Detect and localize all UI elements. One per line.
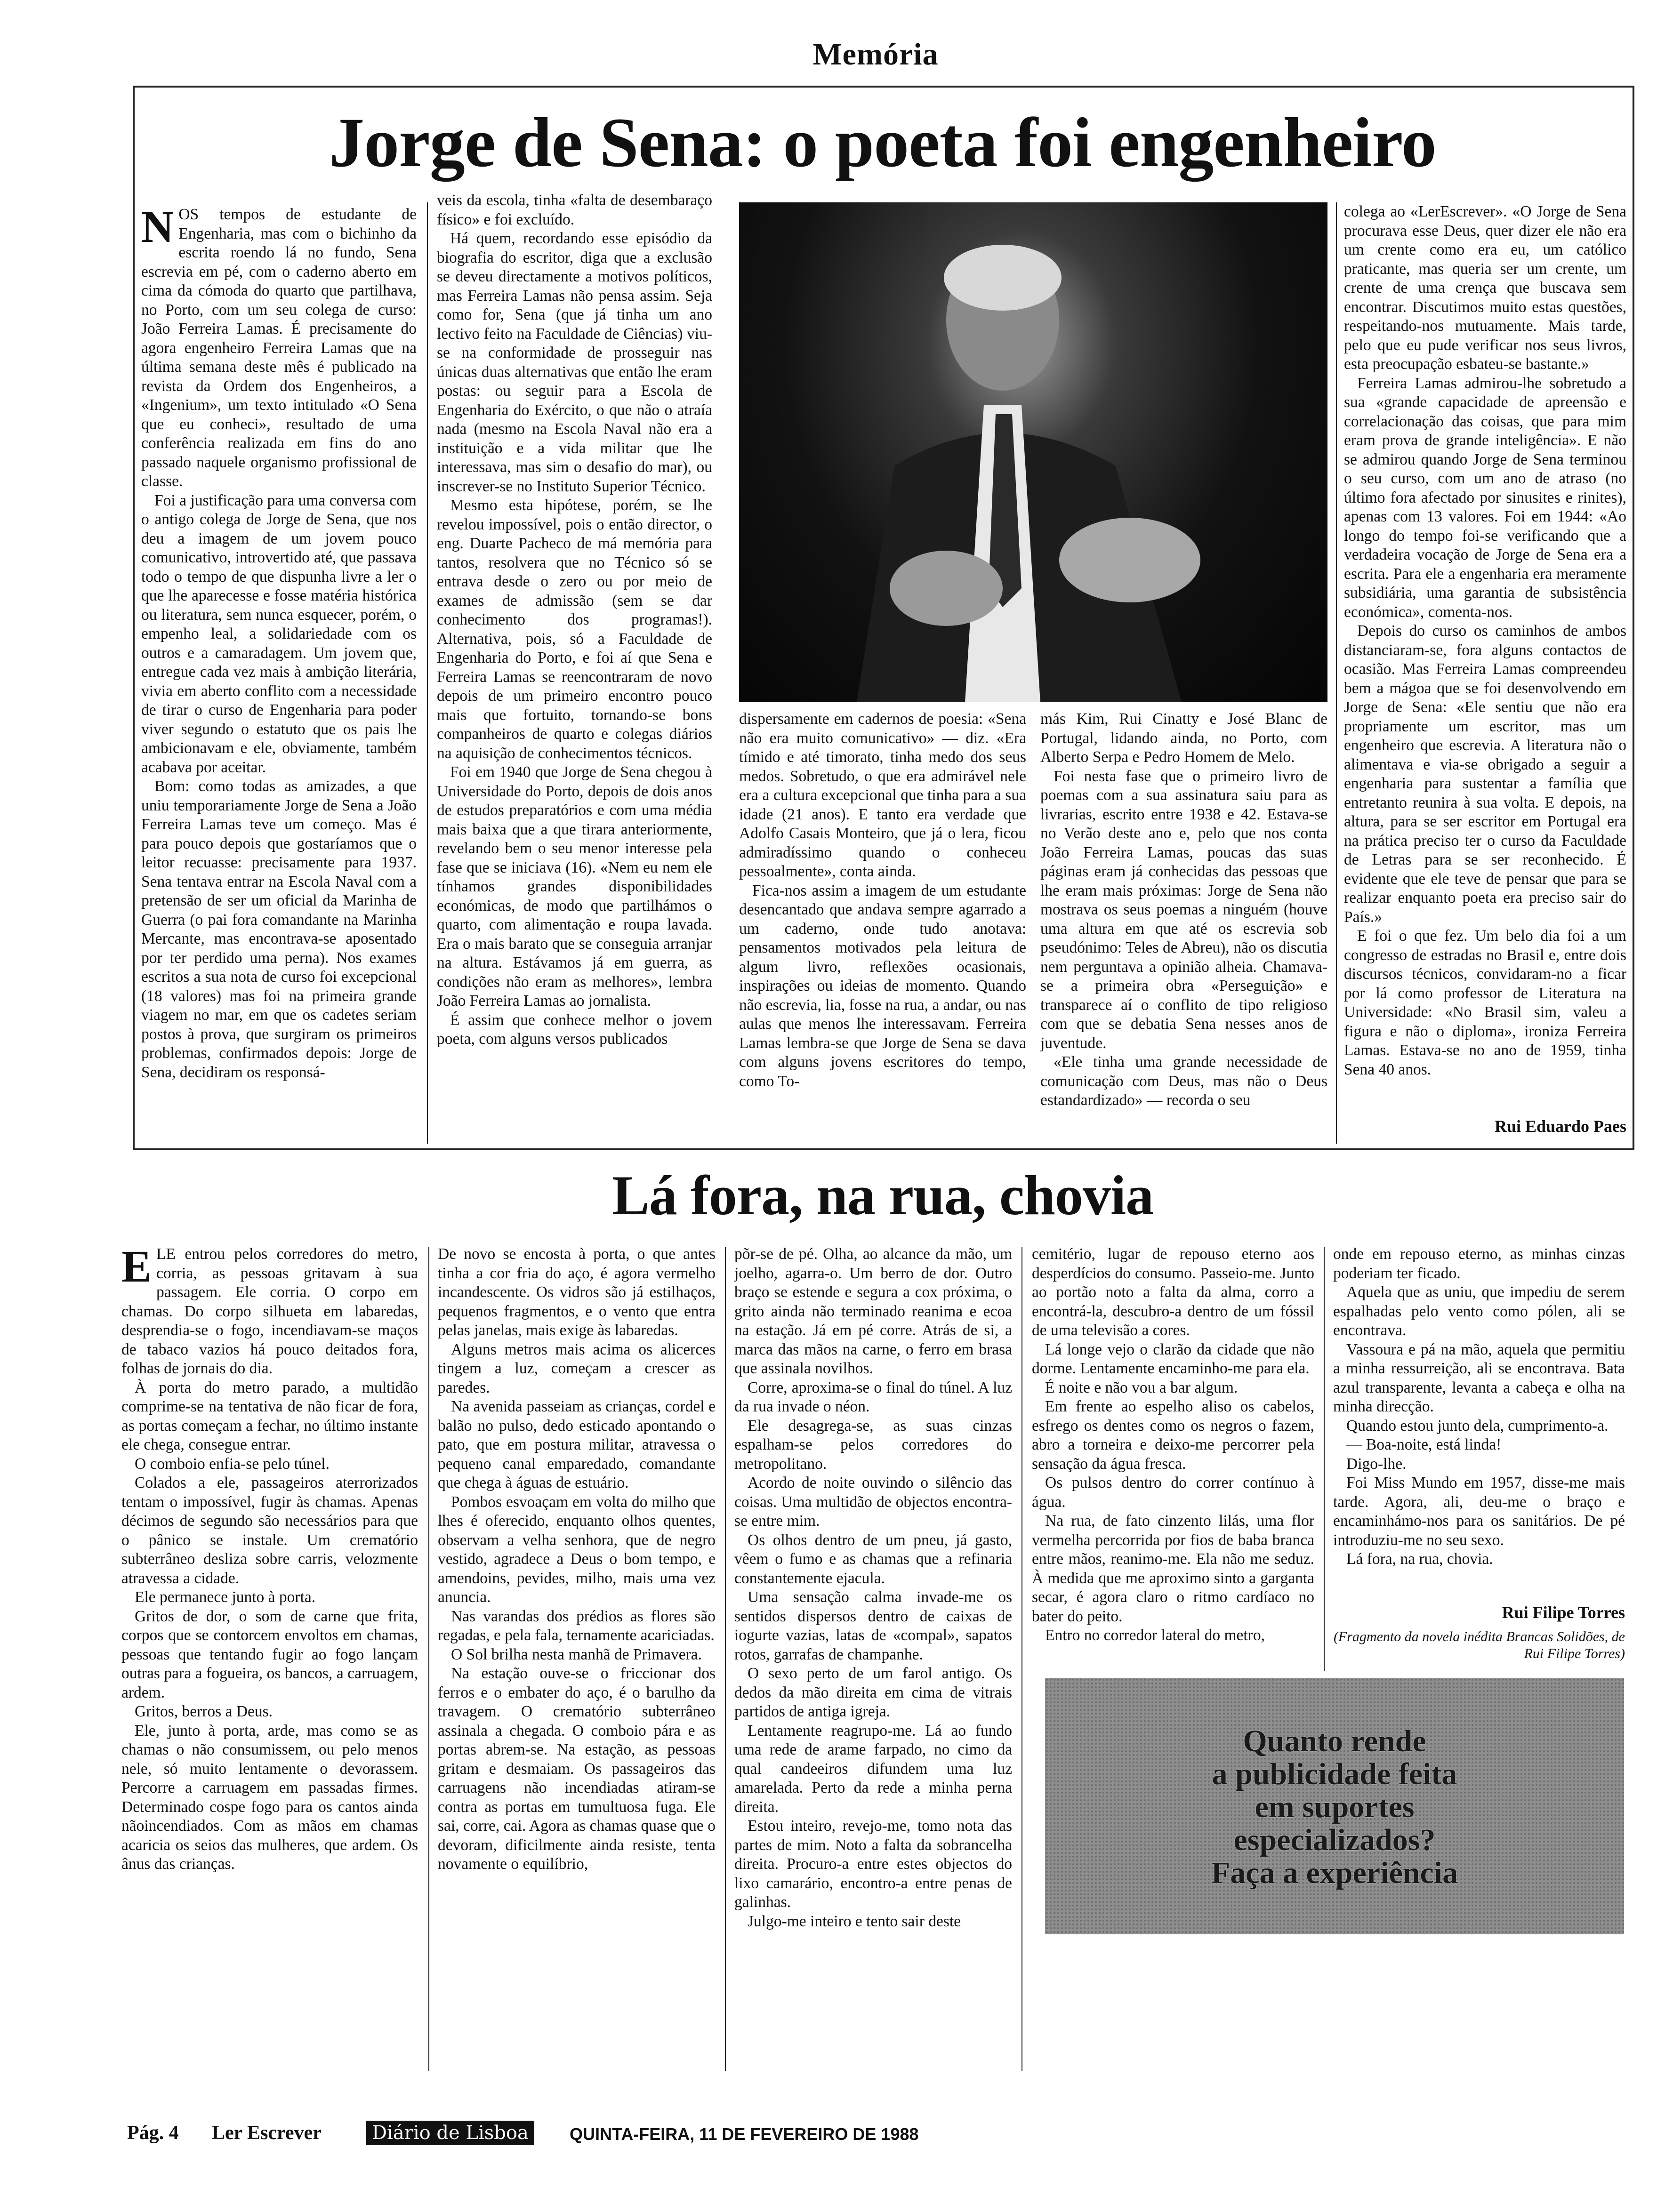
paragraph: Julgo-me inteiro e tento sair deste bbox=[748, 1912, 961, 1930]
story-headline: Lá fora, na rua, chovia bbox=[611, 1164, 1154, 1226]
column-divider bbox=[1336, 202, 1337, 1144]
ad-line: Faça a experiência bbox=[1211, 1856, 1458, 1890]
paragraph: Lentamente reagrupo-me. Lá ao fundo uma rede de arame farpado, no cimo da qual candeeiros difundem uma luz amarelada. Perto da rede a minha perna direita. bbox=[734, 1722, 1012, 1816]
story-note: (Fragmento da novela inédita Brancas Solidões, de Rui Filipe Torres) bbox=[1333, 1629, 1625, 1661]
paragraph: põr-se de pé. Olha, ao alcance da mão, um joelho, agarra-o. Um berro de dor. Outro braço se estende e segura a cox próxima, o grito ainda não terminado reanima e ecoa na estação. Já em pé corre. Atrás de si, a marca das mãos na carne, o ferro em brasa que assinala novilhos. bbox=[734, 1245, 1012, 1377]
column-divider bbox=[428, 1247, 429, 2071]
paragraph: Entro no corredor lateral do metro, bbox=[1045, 1627, 1265, 1644]
paragraph: Estou inteiro, revejo-me, tomo nota das partes de mim. Noto a falta da sobrancelha direita. Procuro-a entre estes objectos do lixo camarário, encontro-a entre penas de galinhas. bbox=[734, 1817, 1012, 1911]
paragraph: Aquela que as uniu, que impediu de serem espalhadas pelo vento como pólen, ali se encontrava. bbox=[1333, 1283, 1625, 1339]
paragraph: onde em repouso eterno, as minhas cinzas poderiam ter ficado. bbox=[1333, 1245, 1625, 1282]
paragraph: Lá longe vejo o clarão da cidade que não dorme. Lentamente encaminho-me para ela. bbox=[1032, 1340, 1314, 1377]
advertisement-box bbox=[1045, 1678, 1624, 1934]
paragraph: Gritos, berros a Deus. bbox=[135, 1703, 273, 1720]
section-title: Memória bbox=[812, 37, 939, 72]
paragraph: Os pulsos dentro do correr contínuo à água. bbox=[1032, 1474, 1314, 1511]
paragraph: dispersamente em cadernos de poesia: «Sena não era muito comunicativo» — diz. «Era tímido e até timorato, tinha medo dos seus medos. Sobretudo, o que era admirável nele era a cultura excepcional que tinha para a sua idade (21 anos). E tanto era verdade que Adolfo Casais Monteiro, que já o lera, ficou admiradíssimo quando o conheceu pessoalmente», conta ainda. bbox=[739, 710, 1026, 880]
paragraph: Foi a justificação para uma conversa com o antigo colega de Jorge de Sena, que nos deu a imagem de um jovem pouco comunicativo, introvertido até, que passava todo o tempo de que dispunha livre a ler o que lhe aparecesse e fosse matéria histórica ou literatura, sem nunca esquecer, porém, o empenho leal, a solidariedade com os outros e a camaradagem. Um jovem que, entregue cada vez mais à ambição literária, vivia em aberto conflito com a necessidade de tirar o curso de Engenharia para poder viver segundo o estatuto que os pais lhe ambicionavam e ele, obviamente, também acabava por aceitar. bbox=[141, 491, 417, 776]
advertisement-text bbox=[1045, 1725, 1624, 1890]
masthead-logo: Diário de Lisboa bbox=[366, 2121, 534, 2145]
paragraph: Em frente ao espelho aliso os cabelos, esfrego os dentes como os negros o fazem, abro a torneira e deixo-me percorrer pela sensação da água fresca. bbox=[1032, 1398, 1314, 1473]
story-byline: Rui Filipe Torres bbox=[1502, 1603, 1625, 1622]
paragraph: Vassoura e pá na mão, aquela que permitiu a minha ressurreição, ali se encontrava. Bata azul transparente, levanta a cabeça e olha na minha direcção. bbox=[1333, 1340, 1625, 1415]
paragraph: É noite e não vou a bar algum. bbox=[1045, 1378, 1238, 1396]
column-divider bbox=[1324, 1247, 1325, 1671]
ad-line: em suportes bbox=[1255, 1790, 1415, 1824]
paragraph: Alguns metros mais acima os alicerces tingem a luz, começam a crescer as paredes. bbox=[438, 1340, 716, 1396]
paragraph: cemitério, lugar de repouso eterno aos desperdícios do consumo. Passeio-me. Junto ao portão noto a falta da alma, corro a encontrá-la, descubro-a dentro de um fóssil de uma televisão a cores. bbox=[1032, 1245, 1314, 1339]
paragraph: De novo se encosta à porta, o que antes tinha a cor fria do aço, é agora vermelho incandescente. Os vidros são já estilhaços, pequenos fragmentos, e o vento que entra pelas janelas, mais exige às labaredas. bbox=[438, 1245, 716, 1339]
paragraph: Na rua, de fato cinzento lilás, uma flor vermelha percorrida por fios de baba branca entre mãos, reanimo-me. Ela não me seduz. À medida que me aproximo sinto a garganta secar, é agora claro o ritmo cardíaco no bater do peito. bbox=[1032, 1512, 1314, 1625]
paragraph: Colados a ele, passageiros aterrorizados tentam o impossível, fugir às chamas. Apenas décimos de segundo são necessários para que o pânico se instale. Um crematório subterrâneo desliza sobre carris, velozmente atravessa a cidade. bbox=[121, 1474, 418, 1587]
paragraph: Bom: como todas as amizades, a que uniu temporariamente Jorge de Sena a João Ferreira Lamas teve um começo. Mas é para pouco depois que gostaríamos que o leitor recuasse: precisamente para 1937. Sena tentava entrar na Escola Naval com a pretensão de ser um oficial da Marinha de Guerra (o pai fora comandante na Marinha Mercante, mas encontrava-se aposentado por ter perdido uma perna). Nos exames escritos a sua nota de curso foi excepcional (18 valores) mas foi na primeira grande viagem no mar, em que os cadetes seriam postos à prova, que surgiram os primeiros problemas, confirmados depois: Jorge de Sena, decidiram os responsá- bbox=[141, 777, 417, 1081]
paragraph: Ferreira Lamas admirou-lhe sobretudo a sua «grande capacidade de apreensão e correlacionação das coisas, que para mim eram prova de grande inteligência». E não se admirou quando Jorge de Sena terminou o seu curso, com um ano de atraso (no último fora afectado por sinusites e rinites), apenas com 13 valores. Foi em 1944: «Ao longo do tempo foi-se verificando que a verdadeira vocação de Jorge de Sena era a escrita. Para ele a engenharia era meramente subsidiária, uma garantia de subsistência económica», comenta-nos. bbox=[1344, 374, 1626, 621]
story-column-2 bbox=[438, 1245, 716, 1998]
paragraph: É assim que conhece melhor o jovem poeta, com alguns versos publicados bbox=[437, 1011, 712, 1048]
paragraph: E foi o que fez. Um belo dia foi a um congresso de estradas no Brasil e, entre dois discursos técnicos, convidaram-no a ficar por lá como professor de Literatura na Universidade: «No Brasil sim, valeu a figura e não o diploma», ironiza Ferreira Lamas. Estava-se no ano de 1959, tinha Sena 40 anos. bbox=[1344, 927, 1626, 1078]
paragraph: Ele, junto à porta, arde, mas como se as chamas o não consumissem, ou pelo menos nele, só muito lentamente o devorassem. Percorre a carruagem em passadas firmes. Determinado cospe fogo para os cantos ainda nãoincendiados. Com as mãos em chamas acaricia os seios das mulheres, que ardem. Os ânus das crianças. bbox=[121, 1722, 418, 1873]
paragraph: — Boa-noite, está linda! bbox=[1346, 1436, 1502, 1453]
article-column-5 bbox=[1344, 202, 1626, 1097]
paragraph: Pombos esvoaçam em volta do milho que lhes é oferecido, enquanto olhos quentes, observam a velha senhora, que de negro vestido, agradece a Deus o bom tempo, e amendoins, pevides, milho, mais uma vez anuncia. bbox=[438, 1493, 716, 1606]
story-column-3 bbox=[734, 1245, 1012, 1998]
paragraph: Há quem, recordando esse episódio da biografia do escritor, diga que a exclusão se deveu directamente a motivos políticos, mas Ferreira Lamas não pensa assim. Seja como for, Sena (que já tinha um ano lectivo feito na Faculdade de Ciências) viu-se na conformidade de prosseguir nas únicas duas alternativas que então lhe eram postas: ou seguir para a Escola de Engenharia do Exército, o que não o atraía nada (mesmo na Escola Naval não era a instituição e a vida militar que lhe interessava, mas sim o desafio do mar), ou inscrever-se no Instituto Superior Técnico. bbox=[437, 230, 712, 495]
portrait-figure bbox=[739, 202, 1327, 702]
paragraph: Na avenida passeiam as crianças, cordel e balão no pulso, dedo esticado apontando o pato, que em postura militar, atravessa o pequeno canal emparedado, comandante que chega à águas de estuário. bbox=[438, 1398, 716, 1491]
paragraph: Uma sensação calma invade-me os sentidos dispersos dentro de caixas de iogurte vazias, latas de «compal», sapatos rotos, garrafas de champanhe. bbox=[734, 1588, 1012, 1663]
paragraph: Mesmo esta hipótese, porém, se lhe revelou impossível, pois o então director, o eng. Duarte Pacheco de má memória para tantos, resolvera que no Técnico só se entrava desde o zero ou por meio de exames de admissão (sem se dar conhecimento dos programas!). Alternativa, pois, só a Faculdade de Engenharia do Porto, e foi aí que Sena e Ferreira Lamas se reencontraram de novo depois de um primeiro encontro pouco mais que fortuito, tornando-se bons companheiros de quarto e colegas diários na aquisição de conhecimentos técnicos. bbox=[437, 497, 712, 762]
publication-date: QUINTA-FEIRA, 11 DE FEVEREIRO DE 1988 bbox=[570, 2124, 919, 2144]
column-divider bbox=[725, 1247, 726, 2071]
paragraph: Digo-lhe. bbox=[1346, 1455, 1407, 1473]
paragraph: Acordo de noite ouvindo o silêncio das coisas. Uma multidão de objectos encontra-se entre mim. bbox=[734, 1474, 1012, 1530]
ad-line: a publicidade feita bbox=[1212, 1757, 1457, 1791]
paragraph: À porta do metro parado, a multidão comprime-se na tentativa de não ficar de fora, as portas começam a fechar, no último instante ele chega, consegue entrar. bbox=[121, 1378, 418, 1453]
paragraph: Na estação ouve-se o friccionar dos ferros e o embater do aço, é o barulho da travagem. O crematório subterrâneo assinala a chegada. O comboio pára e as portas abrem-se. Na estação, as pessoas gritam e desmaiam. Os passageiros das carruagens não incendiadas atiram-se contra as portas em tumultuosa fuga. Ele sai, corre, cai. Agora as chamas quase que o devoram, dificilmente ainda resiste, tenta novamente o equilíbrio, bbox=[438, 1665, 716, 1873]
article-column-3 bbox=[739, 710, 1026, 1144]
page-number: Pág. 4 bbox=[127, 2122, 179, 2144]
column-divider bbox=[427, 202, 428, 1144]
paragraph: Foi em 1940 que Jorge de Sena chegou à Universidade do Porto, depois de dois anos de estudos preparatórios e com uma média mais baixa que a que tirara anteriormente, revelando bem o seu menor interesse pela fase que se iniciava (16). «Nem eu nem ele tínhamos grandes disponibilidades económicas, de modo que partilhámos o quarto, com alimentação e roupa lavada. Era o mais barato que se conseguia arranjar na altura. Estávamos já em guerra, as condições não eram as melhores», lembra João Ferreira Lamas ao jornalista. bbox=[437, 763, 712, 1010]
article-column-4 bbox=[1040, 710, 1327, 1144]
paragraph: Foi Miss Mundo em 1957, disse-me mais tarde. Agora, ali, deu-me o braço e encaminhámo-nos para os sanitários. De pé introduziu-me no seu sexo. bbox=[1333, 1474, 1625, 1549]
paragraph: LE entrou pelos corredores do metro, corria, as pessoas gritavam à sua passagem. Ele corria. O corpo em chamas. Do corpo silhueta em labaredas, desprendia-se o fogo, incendiavam-se maços de tabaco vazios há pouco deitados fora, folhas de jornais do dia. bbox=[121, 1245, 418, 1377]
byline: Rui Eduardo Paes bbox=[1494, 1117, 1626, 1136]
paragraph: Nas varandas dos prédios as flores são regadas, e pela fala, ternamente acariciadas. bbox=[438, 1607, 716, 1644]
paragraph: colega ao «LerEscrever». «O Jorge de Sena procurava esse Deus, quer dizer ele não era um crente como era eu, um católico praticante, mas queria ser um crente, um crente de uma crença que buscava sem encontrar. Discutimos muito estas questões, respeitando-nos mutuamente. Mais tarde, pelo que eu pude verificar nos seus livros, esta preocupação esbateu-se bastante.» bbox=[1344, 203, 1626, 373]
paragraph: veis da escola, tinha «falta de desembaraço físico» e foi excluído. bbox=[437, 192, 712, 228]
article-column-1 bbox=[141, 205, 417, 1144]
article-column-2 bbox=[437, 191, 712, 1144]
drop-cap: N bbox=[141, 205, 174, 252]
paragraph: «Ele tinha uma grande necessidade de comunicação com Deus, mas não o Deus estandardizado» — recorda o seu bbox=[1040, 1053, 1327, 1109]
ad-line: especializados? bbox=[1233, 1823, 1436, 1857]
article-headline: Jorge de Sena: o poeta foi engenheiro bbox=[329, 104, 1436, 182]
paragraph: O Sol brilha nesta manhã de Primavera. bbox=[451, 1645, 702, 1663]
paragraph: Foi nesta fase que o primeiro livro de poemas com a sua assinatura saiu para as livrarias, escrito entre 1938 e 42. Estava-se no Verão deste ano e, pelo que nos conta João Ferreira Lamas, poucas das suas páginas eram já conhecidas das pessoas que lhe eram mais próximas: Jorge de Sena não mostrava os seus poemas a ninguém (houve uma altura em que até os escrevia sob pseudónimo: Teles de Abreu), não os discutia nem perguntava a opinião alheia. Chamava-se a primeira obra «Perseguição» e transparece aí o conflito de tipo religioso com que se debatia Sena nesses anos de juventude. bbox=[1040, 767, 1327, 1052]
paragraph: OS tempos de estudante de Engenharia, mas com o bichinho da escrita roendo lá no fundo, Sena escrevia em pé, com o caderno aberto em cima da cómoda do quarto que partilhava, no Porto, com um seu colega de curso: João Ferreira Lamas. É precisamente do agora engenheiro Ferreira Lamas que na última semana deste mês é publicado na revista da Ordem dos Engenheiros, a «Ingenium», um texto intitulado «O Sena que eu conheci», resultado de uma conferência realizada em fins do ano passado naquele organismo profissional de classe. bbox=[141, 206, 417, 490]
story-column-1 bbox=[121, 1245, 418, 1998]
story-column-5 bbox=[1333, 1245, 1625, 1584]
paragraph: Depois do curso os caminhos de ambos distanciaram-se, fora alguns contactos de ocasião. Mas Ferreira Lamas compreendeu bem a mágoa que se foi desenvolvendo em Jorge de Sena: «Ele sentiu que não era propriamente um escritor, mas um engenheiro que escrevia. A literatura não o alimentava e via-se obrigado a seguir a engenharia para sustentar a família que entretanto reunira à sua volta. E depois, na altura, para se ser escritor em Portugal era na prática preciso ter o curso da Faculdade de Letras para se ser reconhecido. É evidente que ele teve de pensar que para se realizar enquanto poeta era preciso sair do País.» bbox=[1344, 622, 1626, 926]
paragraph: Ele desagrega-se, as suas cinzas espalham-se pelos corredores do metropolitano. bbox=[734, 1417, 1012, 1473]
portrait-photo bbox=[739, 202, 1327, 702]
section-name: Ler Escrever bbox=[212, 2122, 322, 2144]
paragraph: O comboio enfia-se pelo túnel. bbox=[135, 1455, 330, 1473]
paragraph: Gritos de dor, o som de carne que frita, corpos que se contorcem envoltos em chamas, pessoas que tentando fugir ao fogo lançam outras para a fogueira, os bancos, a carruagem, ardem. bbox=[121, 1607, 418, 1701]
paragraph: O sexo perto de um farol antigo. Os dedos da mão direita em cima de vitrais partidos de antiga igreja. bbox=[734, 1665, 1012, 1720]
paragraph: Fica-nos assim a imagem de um estudante desencantado que andava sempre agarrado a um caderno, onde tudo anotava: pensamentos motivados pela leitura de algum livro, reflexões ocasionais, inspirações ou ideias de momento. Quando não escrevia, lia, fosse na rua, a andar, ou nas aulas que menos lhe interessavam. Ferreira Lamas lembra-se que Jorge de Sena se dava com alguns jovens escritores do tempo, como To- bbox=[739, 882, 1026, 1090]
paragraph: Os olhos dentro de um pneu, já gasto, vêem o fumo e as chamas que a refinaria constantemente ejacula. bbox=[734, 1531, 1012, 1587]
ad-line: Quanto rende bbox=[1243, 1724, 1426, 1758]
paragraph: más Kim, Rui Cinatty e José Blanc de Portugal, lidando ainda, no Porto, com Alberto Serpa e Pedro Homem de Melo. bbox=[1040, 710, 1327, 766]
paragraph: Quando estou junto dela, cumprimento-a. bbox=[1346, 1417, 1609, 1435]
paragraph: Corre, aproxima-se o final do túnel. A luz da rua invade o néon. bbox=[734, 1378, 1012, 1415]
paragraph: Ele permanece junto à porta. bbox=[135, 1588, 316, 1606]
paragraph: Lá fora, na rua, chovia. bbox=[1346, 1550, 1493, 1568]
drop-cap: E bbox=[121, 1245, 152, 1291]
